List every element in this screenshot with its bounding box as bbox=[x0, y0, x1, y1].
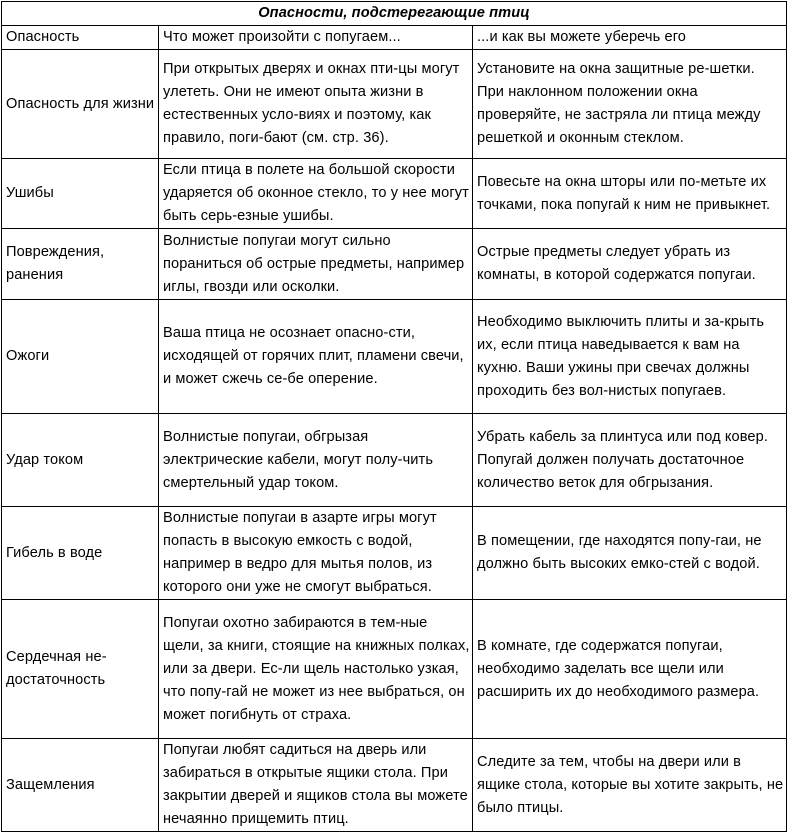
what-cell: При открытых дверях и окнах пти-цы могут улететь. Они не имеют опыта жизни в естественных усло-виях и поэтому, как правило, поги-бают (см. стр. 36). bbox=[159, 50, 473, 159]
danger-cell: Защемления bbox=[2, 739, 159, 832]
header-row bbox=[2, 26, 787, 50]
what-cell: Попугаи любят садиться на дверь или забираться в открытые ящики стола. При закрытии дверей и ящиков стола вы можете нечаянно прищемить птиц. bbox=[159, 739, 473, 832]
what-cell: Попугаи охотно забираются в тем-ные щели, за книги, стоящие на книжных полках, или за двери. Ес-ли щель настолько узкая, что попу-гай не может из нее выбраться, он может погибнуть от страха. bbox=[159, 600, 473, 739]
danger-cell: Опасность для жизни bbox=[2, 50, 159, 159]
danger-cell: Ушибы bbox=[2, 159, 159, 229]
table-row bbox=[2, 414, 787, 507]
header-danger: Опасность bbox=[2, 26, 159, 50]
table-title: Опасности, подстерегающие птиц bbox=[2, 2, 787, 26]
how-cell: В помещении, где находятся попу-гаи, не должно быть высоких емко-стей с водой. bbox=[473, 507, 787, 600]
title-row bbox=[2, 2, 787, 26]
table-row bbox=[2, 507, 787, 600]
what-cell: Если птица в полете на большой скорости ударяется об оконное стекло, то у нее могут быть серь-езные ушибы. bbox=[159, 159, 473, 229]
table-row bbox=[2, 50, 787, 159]
table-row bbox=[2, 229, 787, 300]
header-what-happens: Что может произойти с попугаем... bbox=[159, 26, 473, 50]
table-row bbox=[2, 600, 787, 739]
danger-cell: Гибель в воде bbox=[2, 507, 159, 600]
how-cell: Убрать кабель за плинтуса или под ковер. Попугай должен получать достаточное количество веток для обгрызания. bbox=[473, 414, 787, 507]
what-cell: Волнистые попугаи в азарте игры могут попасть в высокую емкость с водой, например в ведро для мытья полов, из которого они уже не смогут выбраться. bbox=[159, 507, 473, 600]
header-how-to-protect: ...и как вы можете уберечь его bbox=[473, 26, 787, 50]
how-cell: Установите на окна защитные ре-шетки. При наклонном положении окна проверяйте, не застряла ли птица между решеткой и оконным стеклом. bbox=[473, 50, 787, 159]
what-cell: Волнистые попугаи, обгрызая электрические кабели, могут полу-чить смертельный удар током. bbox=[159, 414, 473, 507]
hazards-table bbox=[1, 1, 787, 832]
table-row bbox=[2, 300, 787, 414]
how-cell: Следите за тем, чтобы на двери или в ящике стола, которые вы хотите закрыть, не было птицы. bbox=[473, 739, 787, 832]
table-row bbox=[2, 739, 787, 832]
what-cell: Волнистые попугаи могут сильно пораниться об острые предметы, например иглы, гвозди или осколки. bbox=[159, 229, 473, 300]
how-cell: Необходимо выключить плиты и за-крыть их, если птица наведывается к вам на кухню. Ваши ужины при свечах должны проходить без вол-нистых попугаев. bbox=[473, 300, 787, 414]
how-cell: Острые предметы следует убрать из комнаты, в которой содержатся попугаи. bbox=[473, 229, 787, 300]
how-cell: В комнате, где содержатся попугаи, необходимо заделать все щели или расширить их до необходимого размера. bbox=[473, 600, 787, 739]
danger-cell: Сердечная не-достаточность bbox=[2, 600, 159, 739]
danger-cell: Ожоги bbox=[2, 300, 159, 414]
what-cell: Ваша птица не осознает опасно-сти, исходящей от горячих плит, пламени свечи, и может сжечь се-бе оперение. bbox=[159, 300, 473, 414]
danger-cell: Повреждения, ранения bbox=[2, 229, 159, 300]
how-cell: Повесьте на окна шторы или по-метьте их точками, пока попугай к ним не привыкнет. bbox=[473, 159, 787, 229]
table-row bbox=[2, 159, 787, 229]
danger-cell: Удар током bbox=[2, 414, 159, 507]
